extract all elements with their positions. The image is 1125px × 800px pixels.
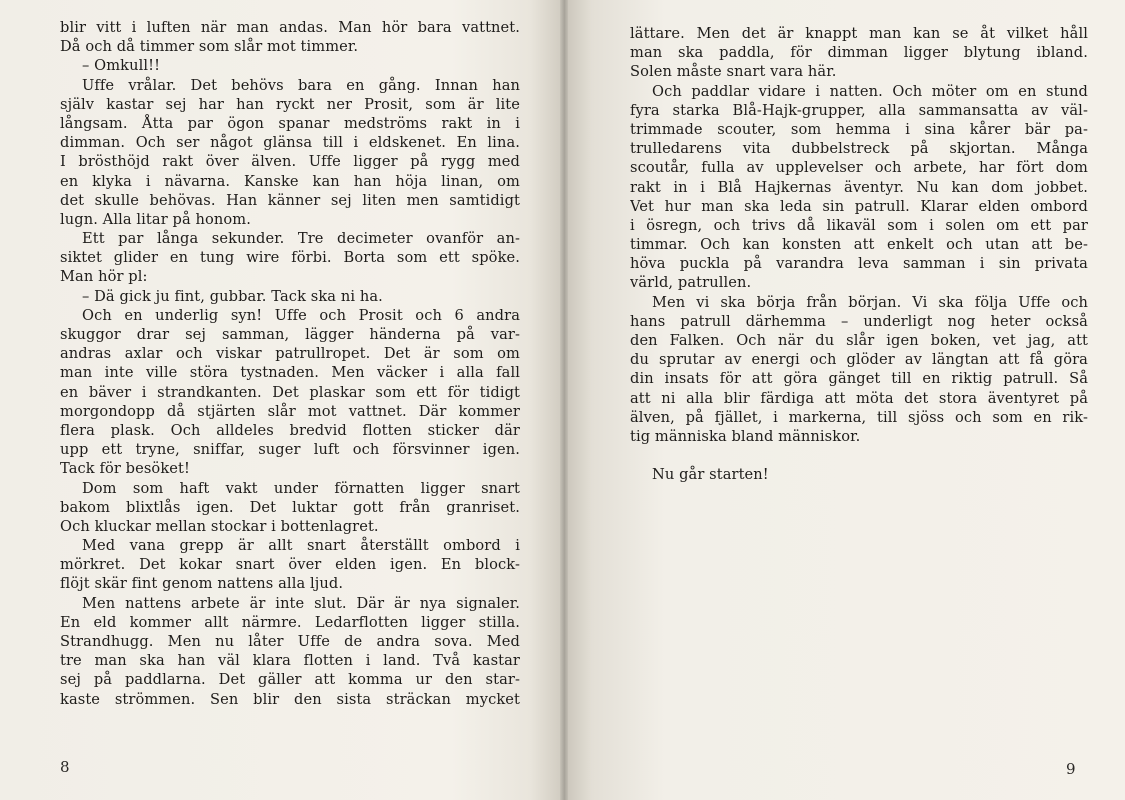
text-line: bakom blixtlås igen. Det luktar gott från granriset. (60, 498, 520, 516)
text-line: långsam. Åtta par ögon spanar medströms rakt in i (60, 114, 520, 132)
text-line: Men vi ska börja från början. Vi ska följa Uffe och (652, 293, 1088, 311)
text-line: – Dä gick ju fint, gubbar. Tack ska ni ha. (82, 287, 383, 305)
text-line: trimmade scouter, som hemma i sina kårer bär pa- (630, 120, 1088, 138)
text-line: själv kastar sej har han ryckt ner Prosit, som är lite (60, 95, 520, 113)
text-line: höva puckla på varandra leva samman i sin privata (630, 255, 1088, 273)
text-line: Då och då timmer som slår mot timmer. (60, 38, 359, 56)
text-line: morgondopp då stjärten slår mot vattnet. Där kommer (60, 402, 520, 420)
text-line: rakt in i Blå Hajkernas äventyr. Nu kan dom jobbet. (630, 178, 1088, 196)
text-line: upp ett tryne, sniffar, suger luft och försvinner igen. (60, 441, 520, 459)
text-line: din insats för att göra gänget till en riktig patrull. Så (630, 370, 1088, 388)
text-line: sej på paddlarna. Det gäller att komma ur den star- (60, 671, 520, 689)
text-line: kaste strömmen. Sen blir den sista sträckan mycket (60, 690, 520, 708)
text-line: man ska paddla, för dimman ligger blytung ibland. (630, 44, 1088, 62)
text-line: värld, patrullen. (630, 274, 752, 292)
text-line: – Omkull!! (82, 57, 161, 75)
text-line: den Falken. Och när du slår igen boken, vet jag, att (630, 332, 1088, 349)
text-line: Tack för besöket! (60, 460, 190, 478)
text-line: Strandhugg. Men nu låter Uffe de andra sova. Med (60, 633, 520, 650)
text-line: andras axlar och viskar patrullropet. Det är som om (60, 345, 520, 363)
text-line: Med vana grepp är allt snart återställt ombord i (82, 537, 520, 555)
page-number-left: 8 (60, 758, 70, 776)
text-line: Uffe vrålar. Det behövs bara en gång. Innan han (82, 76, 520, 94)
text-line: en klyka i nävarna. Kanske kan han höja linan, om (60, 172, 520, 190)
text-line: flera plask. Och alldeles bredvid flotten sticker där (60, 421, 520, 439)
text-line: fyra starka Blå-Hajk-grupper, alla sammansatta av väl- (630, 101, 1088, 119)
right-page-text (630, 24, 1088, 485)
text-line: scoutår, fulla av upplevelser och arbete, har fört dom (630, 159, 1088, 177)
text-line: Och kluckar mellan stockar i bottenlagret. (60, 517, 379, 535)
text-line: du sprutar av energi och glöder av längtan att få göra (630, 351, 1088, 369)
text-line: Och paddlar vidare i natten. Och möter om en stund (652, 82, 1088, 100)
text-line: mörkret. Det kokar snart över elden igen. En block- (60, 556, 520, 574)
text-line: älven, på fjället, i markerna, till sjöss och som en rik- (630, 408, 1088, 426)
text-line: tre man ska han väl klara flotten i land. Två kastar (60, 652, 520, 670)
text-line: det skulle behövas. Han känner sej liten men samtidigt (60, 191, 520, 209)
text-line: I brösthöjd rakt över älven. Uffe ligger på rygg med (60, 153, 520, 171)
text-line: Ett par långa sekunder. Tre decimeter ovanför an- (82, 230, 520, 248)
text-line: flöjt skär fint genom nattens alla ljud. (60, 575, 344, 593)
text-line: Man hör pl: (60, 268, 148, 286)
left-page-text (60, 18, 520, 709)
text-line: skuggor drar sej samman, lägger händerna på var- (60, 326, 520, 343)
text-line: Solen måste snart vara här. (630, 63, 837, 81)
text-line: blir vitt i luften när man andas. Man hör bara vattnet. (60, 19, 520, 36)
text-line: dimman. Och ser något glänsa till i eldskenet. En lina. (60, 134, 520, 152)
page-number-right: 9 (1066, 760, 1076, 778)
text-line: tig människa bland människor. (630, 427, 861, 445)
text-line: man inte ville störa tystnaden. Men väcker i alla fall (60, 364, 520, 382)
text-line: Dom som haft vakt under förnatten ligger snart (82, 479, 520, 497)
text-line: Vet hur man ska leda sin patrull. Klarar elden ombord (630, 197, 1088, 215)
text-line: timmar. Och kan konsten att enkelt och utan att be- (630, 236, 1088, 254)
text-line: siktet glider en tung wire förbi. Borta som ett spöke. (60, 249, 520, 267)
text-line: En eld kommer allt närmre. Ledarflotten ligger stilla. (60, 613, 520, 631)
text-line: Och en underlig syn! Uffe och Prosit och 6 andra (82, 306, 520, 324)
text-line: Nu går starten! (652, 466, 769, 484)
text-line: att ni alla blir färdiga att möta det stora äventyret på (630, 389, 1088, 407)
text-line: lugn. Alla litar på honom. (60, 210, 251, 228)
text-line: i ösregn, och trivs då likaväl som i solen om ett par (630, 216, 1088, 234)
book-spine (560, 0, 568, 800)
text-line: hans patrull därhemma – underligt nog heter också (630, 312, 1088, 330)
text-line: lättare. Men det är knappt man kan se åt vilket håll (630, 25, 1088, 42)
text-line (630, 446, 1088, 465)
text-line: Men nattens arbete är inte slut. Där är nya signaler. (82, 594, 520, 612)
text-line: trulledarens vita dubbelstreck på skjortan. Många (630, 140, 1088, 158)
text-line: en bäver i strandkanten. Det plaskar som ett för tidigt (60, 383, 520, 401)
